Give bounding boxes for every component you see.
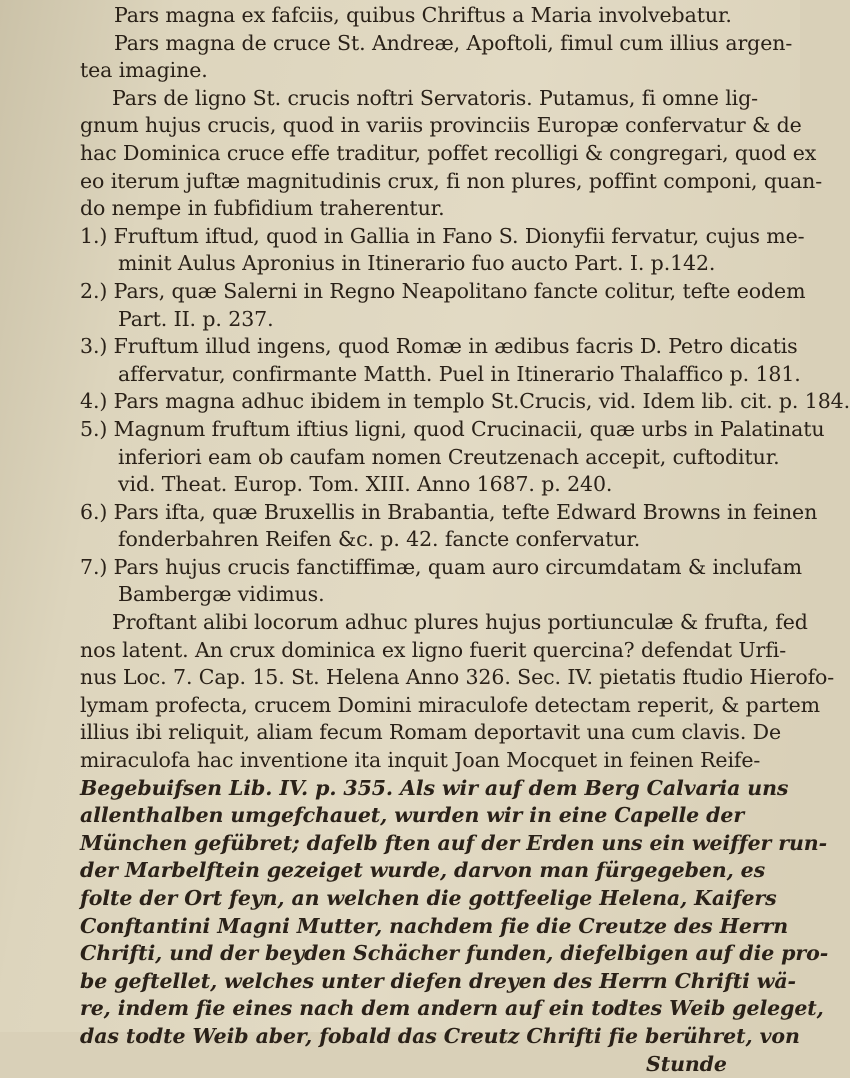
text-line: re, indem fie eines nach dem andern auf ein todtes Weib geleget, [80, 996, 824, 1021]
text-line: minit Aulus Apronius in Itinerario fuo aucto Part. I. p.142. [118, 251, 716, 276]
text-line: 5.) Magnum fruftum iftius ligni, quod Crucinacii, quæ urbs in Palatinatu [80, 416, 825, 441]
text-line: Chrifti, und der beyden Schächer funden, diefelbigen auf die pro- [80, 941, 829, 966]
text-line: Pars magna de cruce St. Andreæ, Apoftoli, fimul cum illius argen- [114, 30, 793, 55]
text-line: Bambergæ vidimus. [118, 582, 325, 607]
text-line: Begebuifsen Lib. IV. p. 355. Als wir auf dem Berg Calvaria uns [80, 775, 789, 800]
text-line: folte der Ort feyn, an welchen die gottfeelige Helena, Kaifers [80, 886, 777, 910]
text-line: Conftantini Magni Mutter, nachdem fie die Creutze des Herrn [80, 913, 789, 938]
text-line: der Marbelftein gezeiget wurde, darvon man fürgegeben, es [80, 858, 766, 883]
text-line: Pars magna ex fafciis, quibus Chriftus a Maria involvebatur. [114, 3, 732, 27]
text-line: miraculofa hac inventione ita inquit Joan Mocquet in feinen Reife- [80, 748, 761, 773]
text-line: hac Dominica cruce effe traditur, poffet recolligi & congregari, quod ex [80, 140, 817, 165]
text-line: Proftant alibi locorum adhuc plures hujus portiunculæ & frufta, fed [112, 610, 808, 635]
text-line: fonderbahren Reifen &c. p. 42. fancte confervatur. [118, 527, 641, 552]
text-line: inferiori eam ob caufam nomen Creutzenach accepit, cuftoditur. [118, 444, 780, 469]
text-line: eo iterum juftæ magnitudinis crux, fi non plures, poffint componi, quan- [80, 168, 823, 193]
text-line: do nempe in fubfidium traherentur. [80, 196, 445, 221]
text-line: 1.) Fruftum iftud, quod in Gallia in Fano S. Dionyfii fervatur, cujus me- [80, 223, 805, 248]
text-line: München gefübret; dafelb ften auf der Erden uns ein weiffer run- [80, 830, 828, 855]
text-line: vid. Theat. Europ. Tom. XIII. Anno 1687. p. 240. [118, 472, 613, 497]
text-line: be geftellet, welches unter diefen dreyen des Herrn Chrifti wä- [80, 968, 796, 993]
text-line: tea imagine. [80, 58, 208, 83]
text-line: lymam profecta, crucem Domini miraculofe detectam reperit, & partem [80, 692, 820, 717]
text-line: das todte Weib aber, fobald das Creutz Chrifti fie berühret, von [80, 1023, 800, 1048]
text-line: Part. II. p. 237. [118, 306, 274, 331]
text-line: 3.) Fruftum illud ingens, quod Romæ in ædibus facris D. Petro dicatis [80, 334, 798, 359]
text-line: allenthalben umgefchauet, wurden wir in eine Capelle der [80, 803, 745, 828]
text-line: nos latent. An crux dominica ex ligno fuerit quercina? defendat Urfi- [80, 637, 787, 662]
text-line: nus Loc. 7. Cap. 15. St. Helena Anno 326. Sec. IV. pietatis ftudio Hierofo- [80, 665, 835, 690]
text-line: Pars de ligno St. crucis noftri Servatoris. Putamus, fi omne lig- [112, 85, 758, 110]
text-line: 6.) Pars ifta, quæ Bruxellis in Brabantia, tefte Edward Browns in feinen [80, 499, 818, 524]
text-line: illius ibi reliquit, aliam fecum Romam deportavit una cum clavis. De [80, 720, 782, 745]
text-line: Stunde [646, 1051, 727, 1076]
text-line: 7.) Pars hujus crucis fanctiffimæ, quam auro circumdatam & inclufam [80, 554, 802, 579]
text-line: gnum hujus crucis, quod in variis provinciis Europæ confervatur & de [80, 113, 802, 138]
text-line: affervatur, confirmante Matth. Puel in Itinerario Thalaffico p. 181. [118, 361, 801, 386]
text-line: 2.) Pars, quæ Salerni in Regno Neapolitano fancte colitur, tefte eodem [80, 278, 806, 303]
text-line: 4.) Pars magna adhuc ibidem in templo St.Crucis, vid. Idem lib. cit. p. 184. [80, 389, 850, 414]
